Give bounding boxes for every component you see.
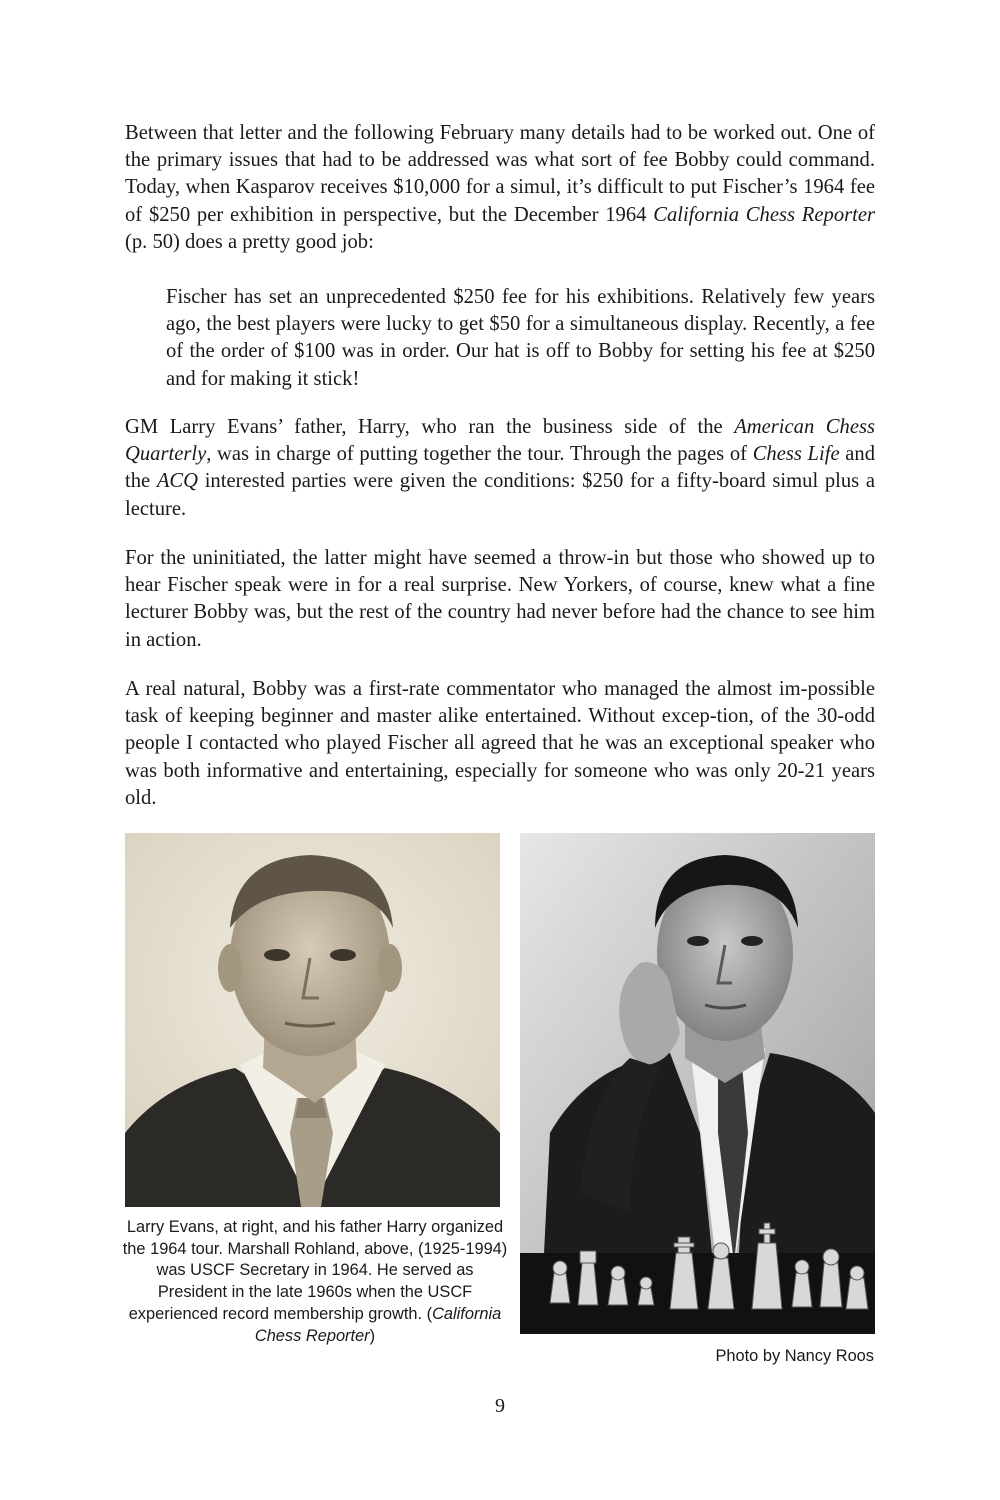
chess-portrait-illustration — [520, 833, 875, 1334]
paragraph-tour-organizer — [125, 414, 875, 523]
photo-credit: Photo by Nancy Roos — [715, 1347, 874, 1365]
paragraph-text: interested parties were given the conditions: $250 for a fifty-board simul plus a lecture. — [125, 470, 875, 520]
caption-left — [120, 1217, 510, 1347]
paragraph-text: and the — [125, 443, 876, 493]
publication-title: American Chess Quarterly — [125, 416, 875, 466]
paragraph-text: GM Larry Evans’ father, Harry, who ran the business side of the — [125, 416, 735, 438]
paragraph-text: (p. 50) does a pretty good job: — [125, 230, 374, 253]
publication-title: Chess Life — [752, 443, 840, 466]
paragraph-text: Between that letter and the following February many details had to be worked out. One of the primary issues that had to be addressed was what sort of fee Bobby could command. Today, when Kasparov receives $10,000 for a simul, it’s difficult to put Fischer’s 1964 fee of $250 per exhibition in perspective, but the December 1964 — [125, 122, 875, 226]
paragraph-commentator: A real natural, Bobby was a first-rate commentator who managed the almost im-possible task of keeping beginner and master alike entertained. Without excep-tion, of the 30-odd people I contacted who played Fischer all agreed that he was an exceptional speaker who was both informative and entertaining, especially for someone who was only 20-21 years old. — [125, 678, 875, 809]
photo-marshall-rohland — [125, 833, 500, 1207]
paragraph-fee-intro — [125, 120, 875, 256]
paragraph-text: , was in charge of putting together the tour. Through the pages of — [206, 443, 753, 466]
publication-title: ACQ — [156, 470, 199, 493]
paragraph-lecture: For the uninitiated, the latter might have seemed a throw-in but those who showed up to hear Fischer speak were in for a real surprise. New Yorkers, of course, knew what a fine lecturer Bobby was, but the rest of the country had never before had the chance to see him in action. — [125, 547, 875, 651]
page-number: 9 — [495, 1395, 505, 1417]
caption-text: ) — [369, 1326, 376, 1345]
caption-text: Larry Evans, at right, and his father Harry organized the 1964 tour. Marshall Rohland, above, (1925-1994) was USCF Secretary in 1964. He served as President in the late 1960s when the USCF experienced record membership growth. ( — [122, 1218, 508, 1323]
portrait-illustration — [125, 833, 500, 1207]
publication-title: California Chess Reporter — [653, 203, 876, 226]
photo-bobby-fischer — [520, 833, 875, 1334]
publication-title: California Chess Reporter — [254, 1304, 502, 1345]
block-quote: Fischer has set an unprecedented $250 fee for his exhibitions. Relatively few years ago, the best players were lucky to get $50 for a simultaneous display. Recently, a fee of the order of $100 was in order. Our hat is off to Bobby for setting his fee at $250 and for making it stick! — [166, 286, 875, 390]
